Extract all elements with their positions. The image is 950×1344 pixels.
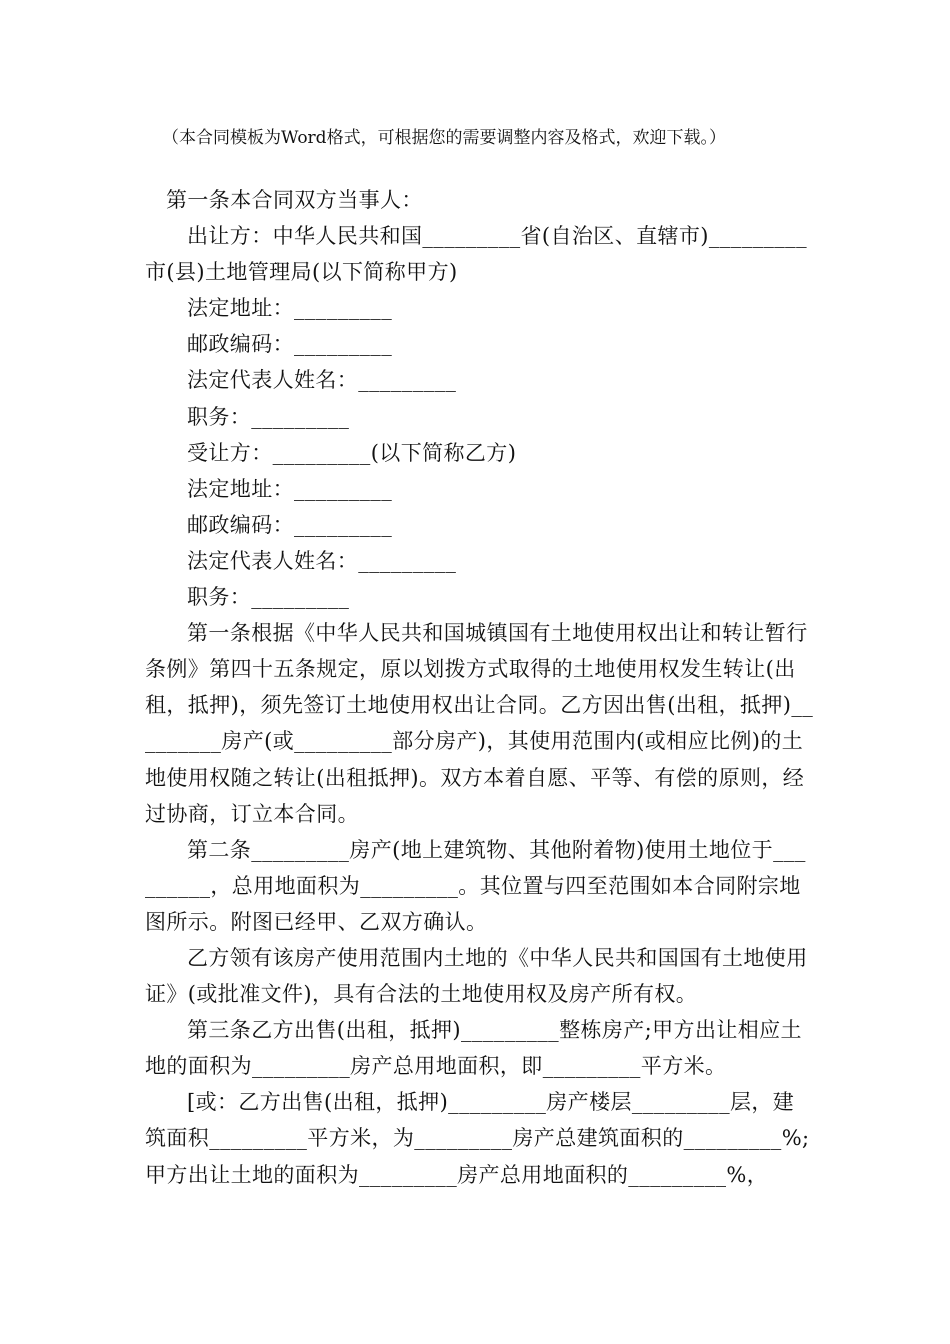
land-certificate-paragraph: 乙方领有该房产使用范围内土地的《中华人民共和国国有土地使用证》(或批准文件)，具有合法的土地使用权及房产所有权。: [145, 945, 808, 1007]
transferor-representative: 法定代表人姓名：_________: [187, 368, 457, 393]
transferee-line: 受让方：_________(以下简称乙方): [187, 440, 517, 465]
transferor-position: 职务：_________: [187, 404, 350, 429]
transferee-postcode: 邮政编码：_________: [187, 512, 393, 537]
clause-basis: 第一条根据《中华人民共和国城镇国有土地使用权出让和转让暂行条例》第四十五条规定，原以划拨方式取得的土地使用权发生转让(出租，抵押)，须先签订土地使用权出让合同。乙方因出售(出租，抵押)_________房产(或_________部分房产)，其使用范围内(或相应比例)的土地使用权随之转让(出租抵押)。双方本着自愿、平等、有偿的原则，经过协商，订立本合同。: [145, 621, 814, 826]
clause-three: 第三条乙方出售(出租，抵押)_________整栋房产;甲方出让相应土地的面积为_________房产总用地面积，即_________平方米。: [145, 1018, 802, 1079]
transferee-position: 职务：_________: [187, 585, 350, 610]
clause-three-alternative: [或：乙方出售(出租，抵押)_________房产楼层_________层，建筑面积_________平方米，为_________房产总建筑面积的_________%;甲方出让土地的面积为_________房产总用地面积的_________%，: [145, 1090, 810, 1187]
transferor-line: 出让方：中华人民共和国_________省(自治区、直辖市)_________市(县)土地管理局(以下简称甲方): [145, 224, 807, 285]
transferor-postcode: 邮政编码：_________: [187, 332, 393, 357]
contract-body: [145, 182, 815, 1193]
template-note: （本合同模板为Word格式，可根据您的需要调整内容及格式，欢迎下载。）: [162, 128, 727, 148]
transferee-address: 法定地址：_________: [187, 476, 393, 501]
transferor-address: 法定地址：_________: [187, 296, 393, 321]
clause-parties-heading: 第一条本合同双方当事人：: [166, 188, 423, 212]
clause-two: 第二条_________房产(地上建筑物、其他附着物)使用土地位于_________，总用地面积为_________。其位置与四至范围如本合同附宗地图所示。附图已经甲、乙双方确认。: [145, 837, 806, 934]
transferee-representative: 法定代表人姓名：_________: [187, 548, 457, 573]
